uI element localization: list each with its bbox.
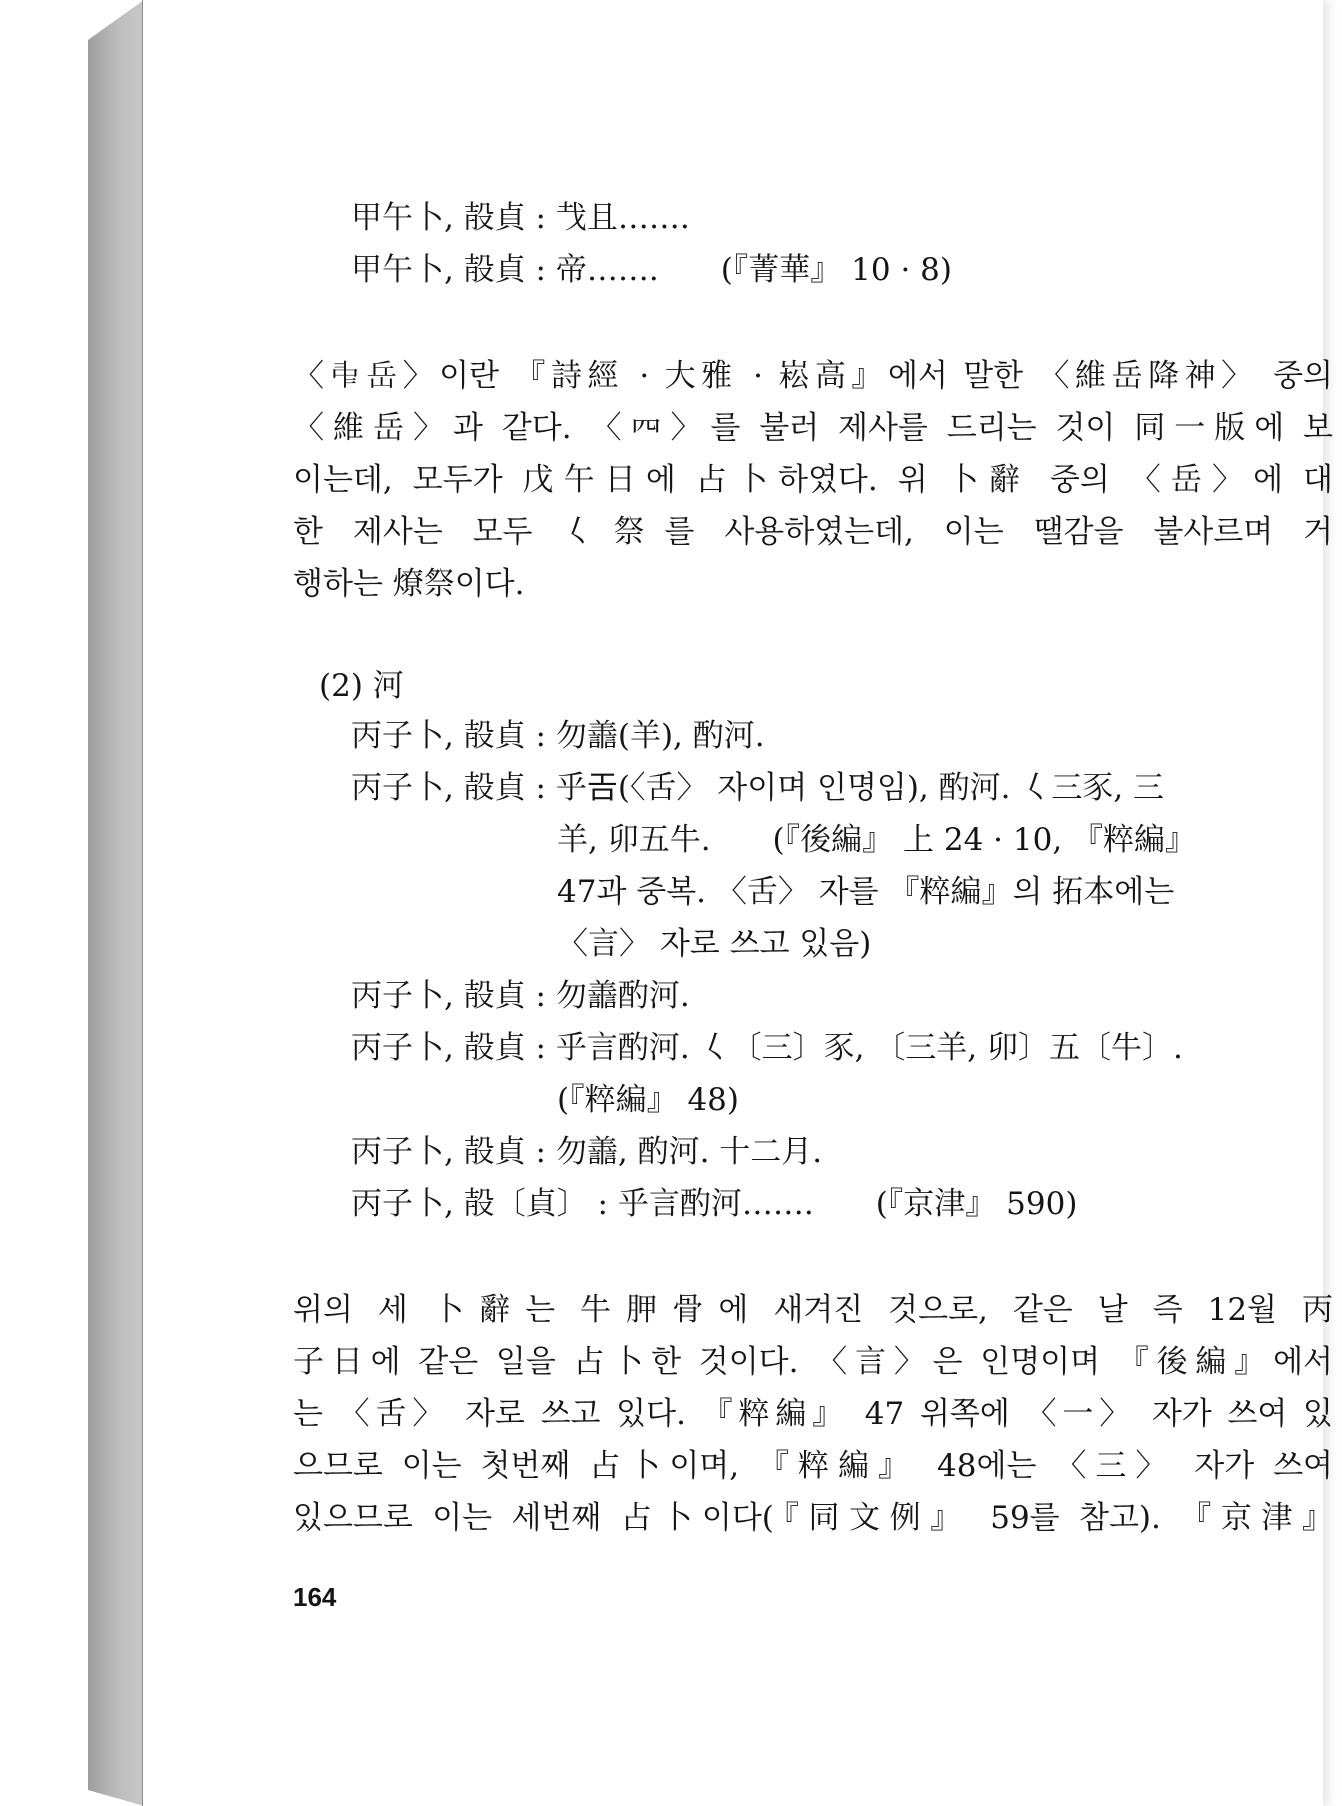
paragraph-line: 이는데, 모두가 戊午日에 占卜하였다. 위 卜辭 중의 〈岳〉에 대 [293, 462, 1333, 498]
paragraph-line: 는 〈舌〉 자로 쓰고 있다. 『粹編』 47 위쪽에 〈一〉 자가 쓰여 있 [293, 1396, 1333, 1432]
inscription-line: 丙子卜, 㱿貞 : 勿譱(羊), 酌河. [351, 718, 765, 754]
book-page [142, 0, 1333, 1806]
inscription-line: 47과 중복. 〈舌〉 자를 『粹編』의 拓本에는 [557, 874, 1175, 910]
inscription-line: 丙子卜, 㱿貞 : 乎𢀛(〈舌〉 자이며 인명임), 酌河. 𡿨三豕, 三 [351, 770, 1165, 806]
inscription-line: 丙子卜, 㱿〔貞〕 : 乎言酌河……. (『京津』 590) [351, 1186, 1078, 1222]
paragraph-line: 子日에 같은 일을 占卜한 것이다. 〈言〉은 인명이며 『後編』에서 [293, 1344, 1333, 1380]
inscription-line: 丙子卜, 㱿貞 : 乎言酌河. 𡿨〔三〕豕, 〔三羊, 卯〕五〔牛〕. [351, 1030, 1183, 1066]
paragraph-line: 〈𠁩岳〉이란 『詩經 · 大雅 · 崧高』에서 말한 〈維岳降神〉 중의 [293, 358, 1333, 394]
inscription-line: (『粹編』 48) [557, 1082, 739, 1118]
book-spine-edge [88, 0, 144, 1806]
inscription-line: 甲午卜, 㱿貞 : 帝……. (『菁華』 10 · 8) [351, 252, 952, 288]
section-heading: (2) 河 [319, 668, 404, 704]
paragraph-line: 한 제사는 모두 𡿨祭를 사용하였는데, 이는 땔감을 불사르며 거 [293, 514, 1333, 550]
inscription-line: 〈言〉 자로 쓰고 있음) [557, 926, 872, 962]
paragraph-line: 〈維岳〉과 같다. 〈𦉪〉를 불러 제사를 드리는 것이 同一版에 보 [293, 410, 1333, 446]
page-number: 164 [293, 1582, 337, 1612]
paragraph-line: 으므로 이는 첫번째 占卜이며, 『粹編』 48에는 〈三〉 자가 쓰여 [293, 1448, 1333, 1484]
inscription-line: 甲午卜, 㱿貞 : 𢦏且……. [351, 200, 690, 236]
paragraph-line: 있으므로 이는 세번째 占卜이다(『同文例』 59를 참고). 『京津』 [293, 1500, 1333, 1536]
inscription-line: 丙子卜, 㱿貞 : 勿譱酌河. [351, 978, 690, 1014]
paragraph-line: 행하는 燎祭이다. [293, 566, 525, 602]
paragraph-line: 위의 세 卜辭는 牛胛骨에 새겨진 것으로, 같은 날 즉 12월 丙 [293, 1292, 1333, 1328]
inscription-line: 羊, 卯五牛. (『後編』 上 24 · 10, 『粹編』 [557, 822, 1197, 858]
inscription-line: 丙子卜, 㱿貞 : 勿譱, 酌河. 十二月. [351, 1134, 823, 1170]
